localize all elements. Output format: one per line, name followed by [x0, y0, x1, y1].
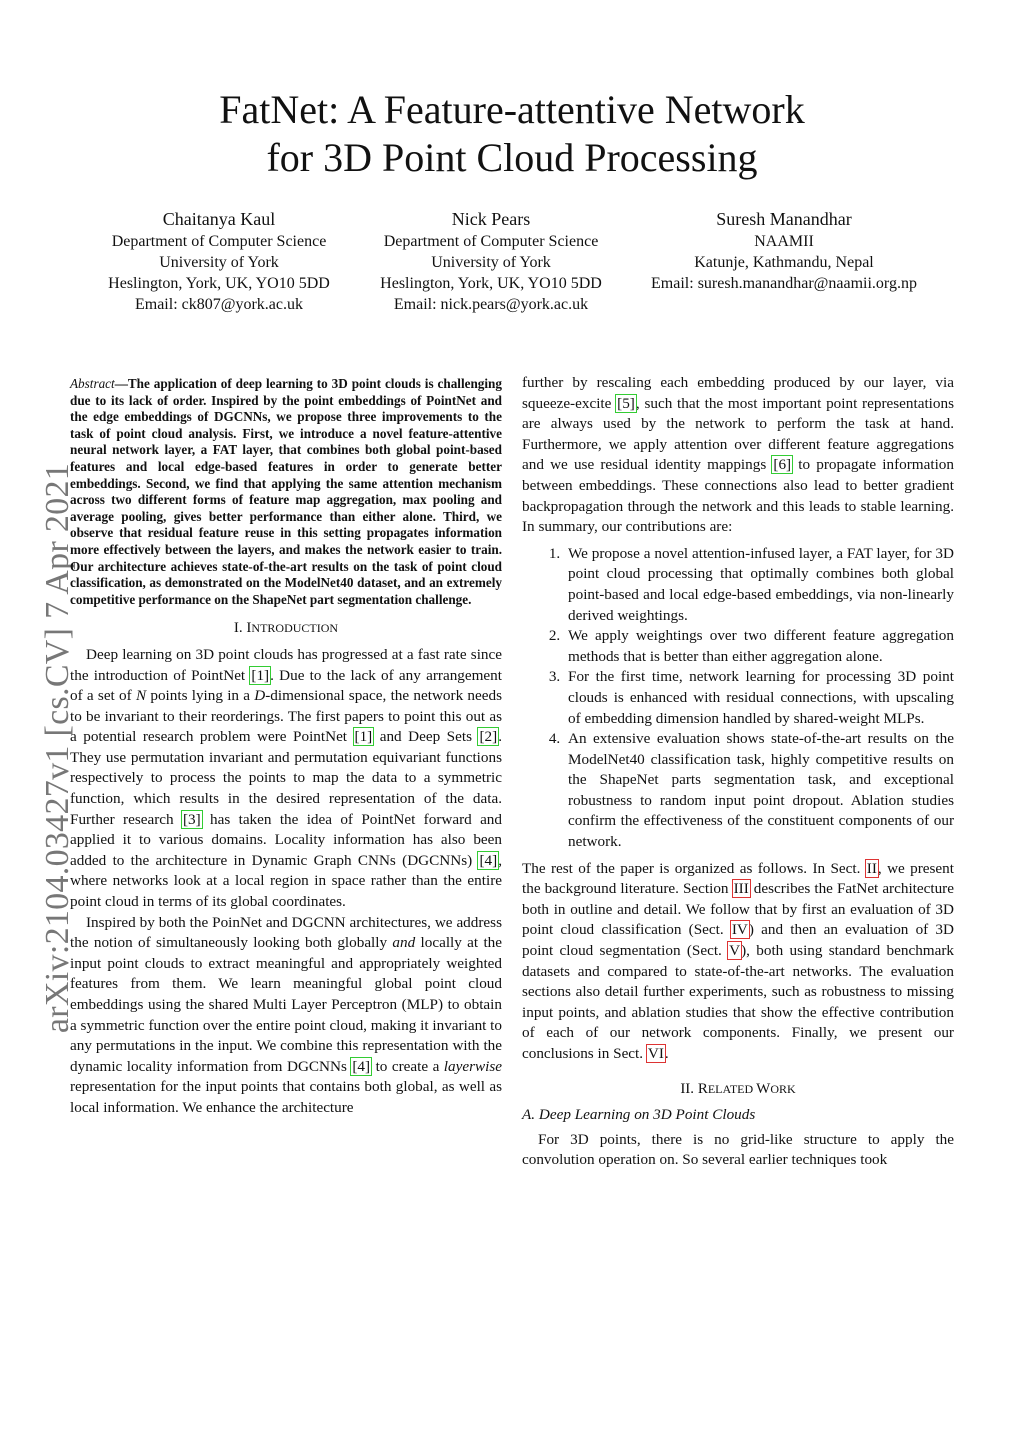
list-item: 1. We propose a novel attention-infused layer, a FAT layer, for 3D point cloud processing that optimally combines both global point-based and local edge-based embeddings, via non-linearly derived weightings. [564, 544, 954, 626]
section-title-rest: NTRODUCTION [251, 621, 339, 636]
author-block-2 [361, 207, 621, 315]
section-ref-link[interactable]: IV [731, 921, 748, 939]
author-name: Chaitanya Kaul [162, 209, 276, 229]
author-affiliation: NAAMII [754, 233, 814, 250]
author-email[interactable]: Email: suresh.manandhar@naamii.org.np [651, 275, 917, 292]
section-heading-introduction [70, 618, 502, 639]
list-item: 4. An extensive evaluation shows state-of-the-art results on the ModelNet40 classification task, highly competitive results on the ShapeNet parts segmentation task, and exceptional robustness to random input point dropout. Ablation studies confirm the effectiveness of the constituent components of our network. [564, 729, 954, 853]
author-email[interactable]: Email: ck807@york.ac.uk [134, 296, 304, 313]
author-affiliation: Department of Computer Science [383, 233, 599, 250]
list-item: 2. We apply weightings over two different feature aggregation methods that is better than either aggregation alone. [564, 626, 954, 667]
section-initial: R [697, 1080, 708, 1097]
right-paragraph-2: The rest of the paper is organized as follows. In Sect. II, we present the background literature. Section III describes the FatNet architecture both in outline and detail. We follow that by first an evaluation of 3D point cloud classification (Sect. IV) and then an evaluation of 3D point cloud segmentation (Sect. V), both using standard benchmark datasets and compared to state-of-the-art networks. The evaluation sections also detail further experiments, such as robustness to missing input points, and ablation studies that show the effective contribution of each of our network components. Finally, we present our conclusions in Sect. VI. [522, 859, 954, 1062]
author-block-1 [89, 207, 349, 315]
emphasis: and [392, 934, 416, 952]
citation-link[interactable]: [5] [617, 394, 635, 412]
author-affiliation: Department of Computer Science [111, 233, 327, 250]
author-affiliation: University of York [159, 254, 279, 271]
section-title-rest: ELATED [707, 1081, 757, 1096]
intro-paragraph-2: Inspired by both the PoinNet and DGCNN architectures, we address the notion of simultaneously looking both globally and locally at the input point clouds to extract meaningful and appropriately weighted features from them. We learn meaningful global point cloud embeddings using the shared Multi Layer Perceptron (MLP) to obtain a symmetric function over the entire point cloud, making it invariant to any permutations in the input. We combine this representation with the dynamic locality information from DGCNNs [4] to create a layerwise representation for the input points that contains both global, as well as local information. We enhance the architecture [70, 913, 503, 1116]
section-ref-link[interactable]: VI [647, 1045, 664, 1062]
section-number: I. [233, 620, 247, 637]
section-ref-link[interactable]: III [733, 880, 749, 898]
author-block-3 [628, 207, 940, 294]
emphasis: layerwise [443, 1057, 503, 1075]
list-item: 3. For the first time, network learning for processing 3D point clouds is enhanced with residual connections, with upscaling of embedding dimension handled by shared-weight MLPs. [564, 667, 954, 729]
section-number: II. [680, 1080, 698, 1097]
citation-link[interactable]: [4] [479, 851, 498, 869]
contributions-list [522, 544, 954, 853]
citation-link[interactable]: [2] [479, 728, 498, 746]
abstract-label: Abstract [70, 376, 115, 391]
citation-link[interactable]: [3] [182, 810, 201, 828]
author-email[interactable]: Email: nick.pears@york.ac.uk [393, 296, 589, 313]
citation-link[interactable]: [1] [251, 666, 270, 684]
title-line-2: for 3D Point Cloud Processing [266, 135, 758, 180]
paper-title [0, 86, 1024, 182]
section-title-rest: ORK [770, 1081, 796, 1096]
title-line-1: FatNet: A Feature-attentive Network [219, 87, 805, 132]
author-address: Heslington, York, UK, YO10 5DD [108, 275, 330, 292]
citation-link[interactable]: [6] [773, 456, 792, 474]
right-column [522, 373, 954, 1171]
author-address: Heslington, York, UK, YO10 5DD [380, 275, 602, 292]
abstract-text: —The application of deep learning to 3D point clouds is challenging due to its lack of order. Inspired by the point embeddings of PointNet and the edge embeddings of DGCNNs, we propose three improvements to the task of point cloud analysis. First, we introduce a novel feature-attentive neural network layer, a FAT layer, that combines both global point-based features and local edge-based features in order to generate better embeddings. Second, we find that applying the same attention mechanism across two different forms of feature map aggregation, max pooling and average pooling, gives better performance than either alone. Third, we observe that residual feature reuse in this setting propagates information more effectively between the layers, and makes the network easier to train. Our architecture achieves state-of-the-art results on the task of point cloud classification, as demonstrated on the ModelNet40 dataset, and an extremely competitive performance on the ShapeNet part segmentation challenge. [70, 376, 502, 607]
citation-link[interactable]: [1] [354, 728, 373, 746]
citation-link[interactable]: [4] [352, 1057, 371, 1075]
author-address: Katunje, Kathmandu, Nepal [694, 254, 874, 271]
related-paragraph-1: For 3D points, there is no grid-like structure to apply the convolution operation on. So several earlier techniques took [522, 1130, 954, 1169]
section-ref-link[interactable]: II [866, 859, 877, 877]
author-name: Suresh Manandhar [716, 209, 852, 229]
section-initial: I [246, 620, 252, 637]
author-name: Nick Pears [451, 209, 531, 229]
section-heading-related-work [522, 1079, 954, 1100]
right-paragraph-1: further by rescaling each embedding produced by our layer, via squeeze-excite [5], such that the most important point representations are always used by the network to perform the task at hand. Furthermore, we apply attention over different feature aggregations and we use residual identity mappings [6] to propagate information between embeddings. These connections also lead to better gradient backpropagation through the network and this leads to stable learning. In summary, our contributions are: [522, 374, 954, 536]
abstract [70, 376, 502, 608]
arxiv-identifier: arXiv:2104.03427v1 [cs.CV] 7 Apr 2021 [39, 462, 76, 1034]
math-var: D [254, 687, 266, 705]
author-affiliation: University of York [431, 254, 551, 271]
section-initial: W [756, 1080, 771, 1097]
intro-paragraph-1: Deep learning on 3D point clouds has progressed at a fast rate since the introduction of PointNet [1]. Due to the lack of any arrangement of a set of N points lying in a D-dimensional space, the network needs to be invariant to their reorderings. The first papers to point this out as a potential research problem were PointNet [1] and Deep Sets [2]. They use permutation invariant and permutation equivariant functions respectively to process the points to map the data to a symmetric function, which results in the desired representation of the data. Further research [3] has taken the idea of PointNet forward and applied it to various domains. Locality information has also been added to the architecture in Dynamic Graph CNNs (DGCNNs) [4], where networks look at a local region in space rather than the entire point cloud in terms of its global coordinates. [70, 645, 502, 911]
left-column [70, 376, 502, 1119]
math-var: N [135, 687, 147, 705]
subsection-heading: A. Deep Learning on 3D Point Clouds [522, 1106, 756, 1124]
section-ref-link[interactable]: V [729, 942, 741, 960]
